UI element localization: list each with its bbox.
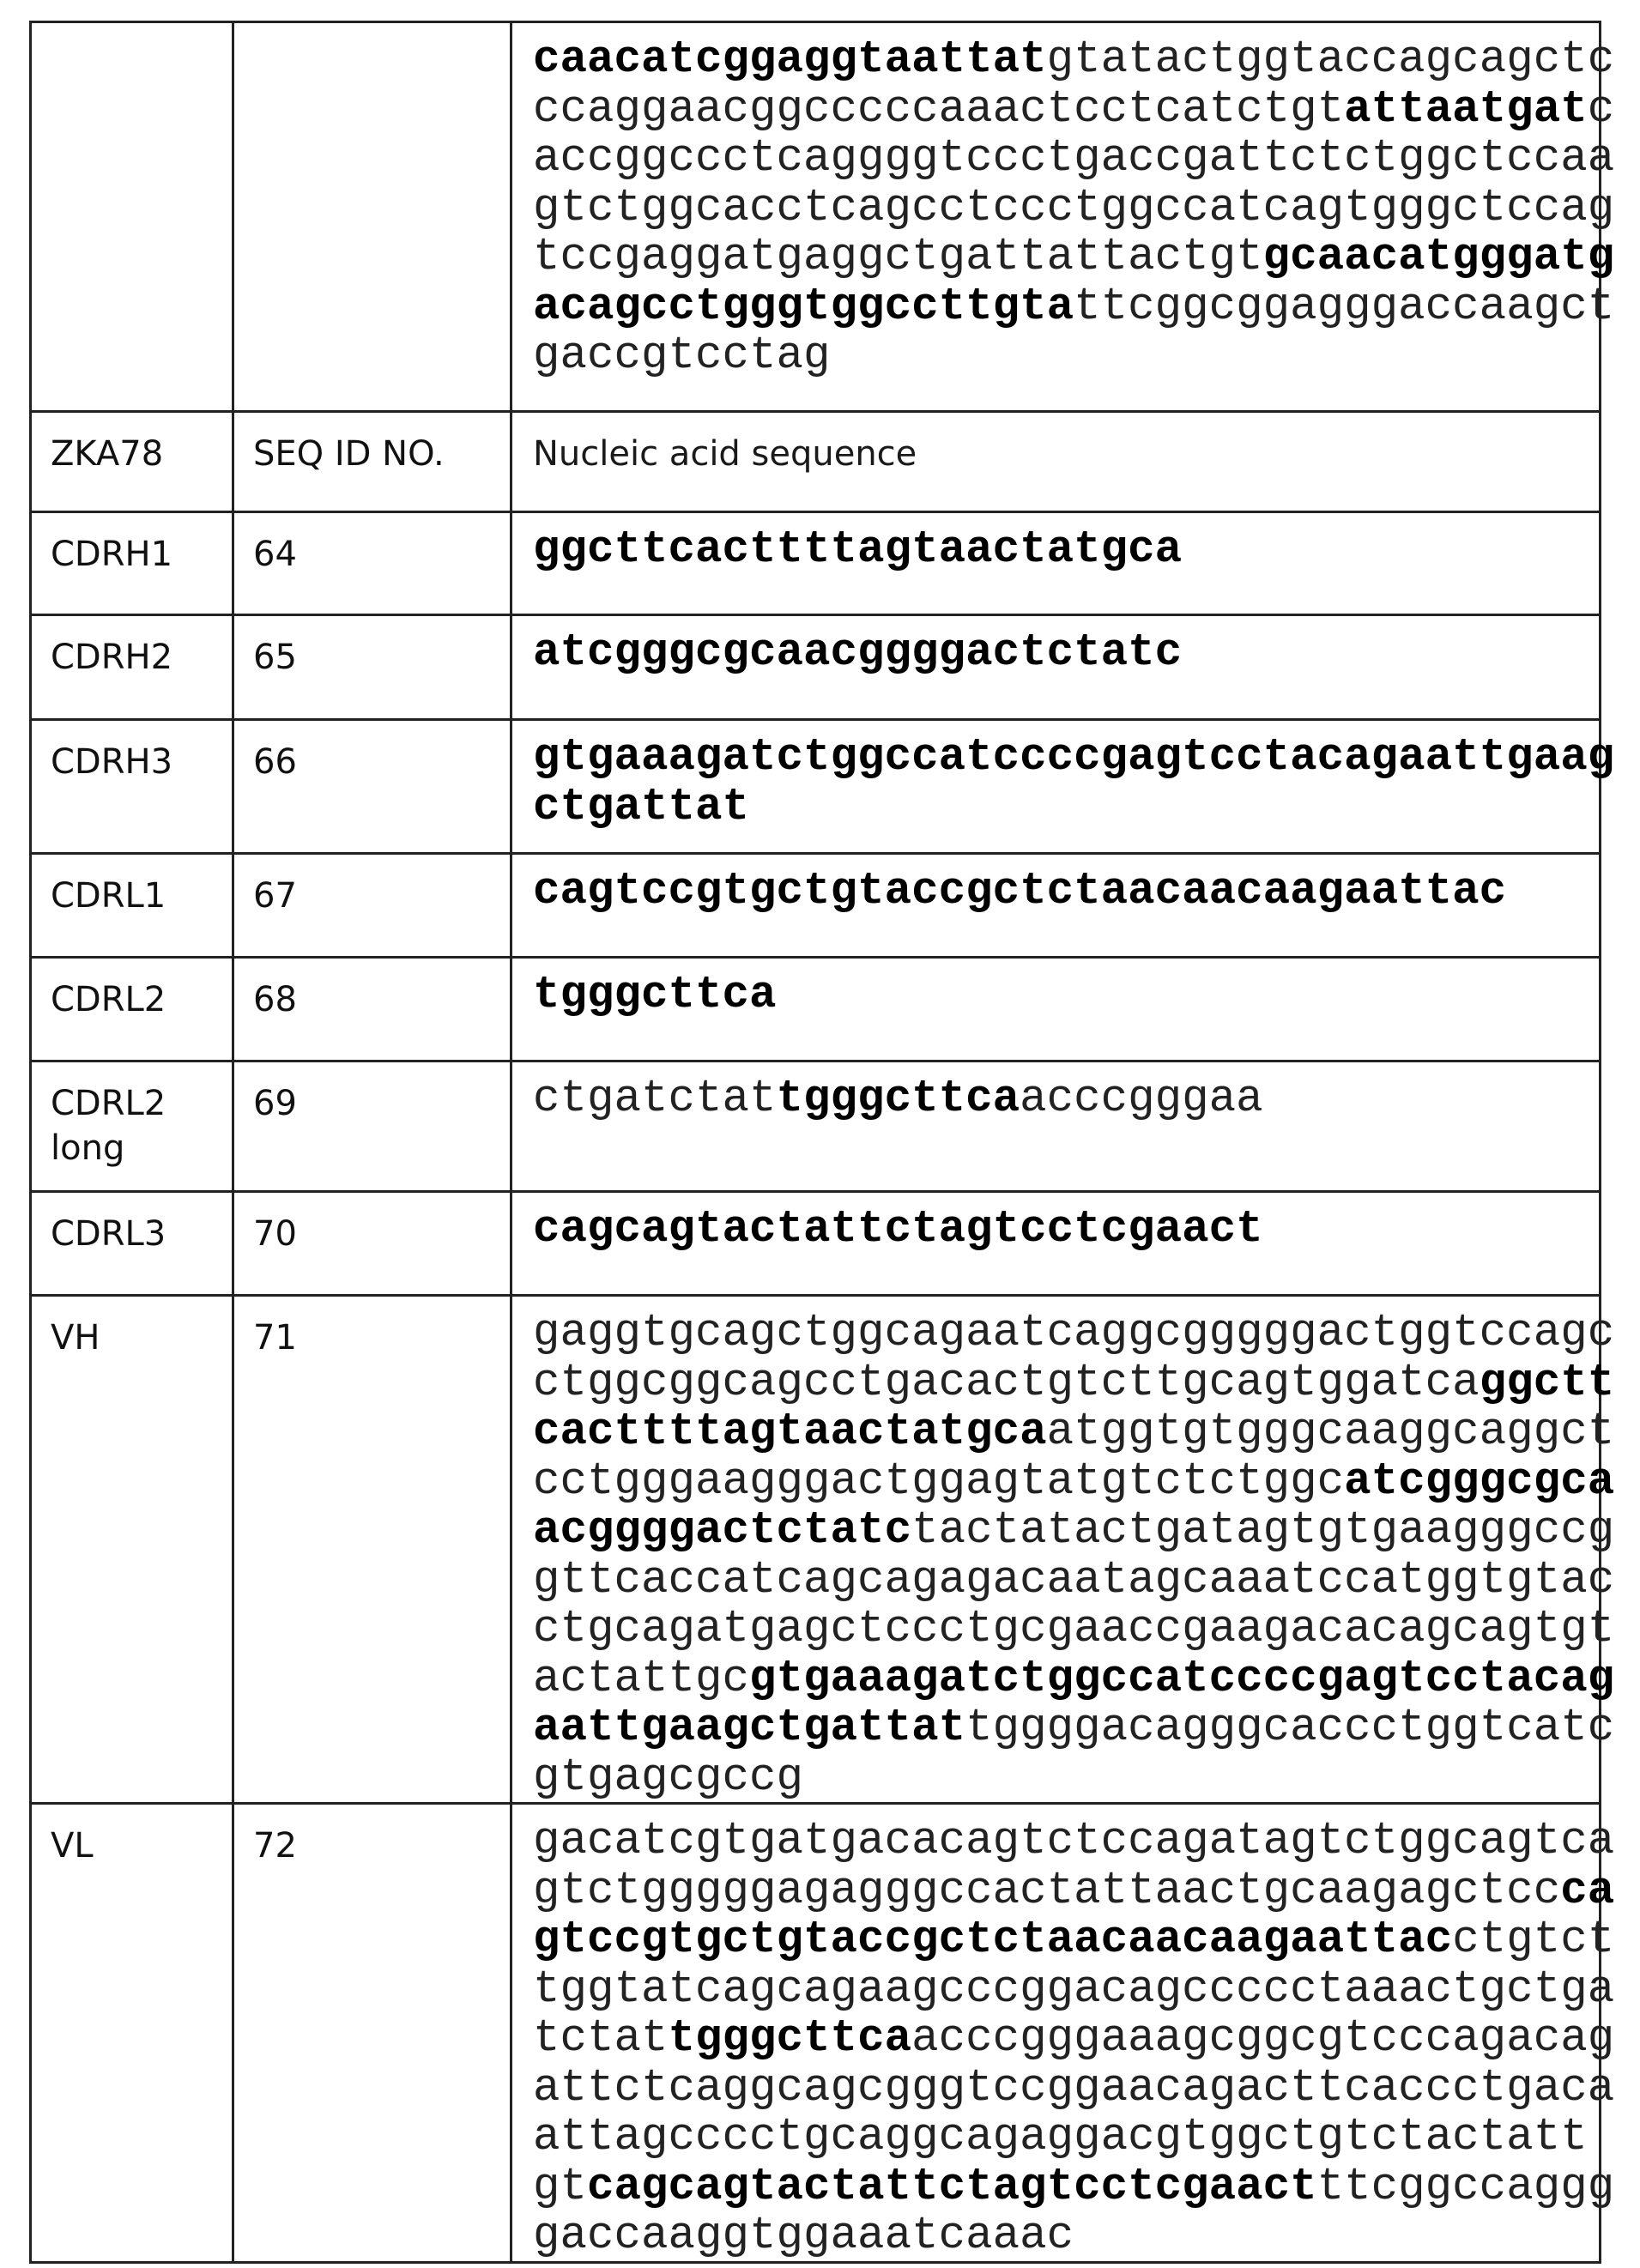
sequence-line xyxy=(533,1815,1615,1866)
sequence-cell xyxy=(511,958,1601,1061)
nucleic-acid-sequence xyxy=(512,721,1615,832)
table-row xyxy=(31,615,1601,720)
region-label: CDRH3 xyxy=(51,742,173,782)
sequence-line xyxy=(533,731,1615,783)
sequence-table xyxy=(29,21,1615,2264)
sequence-table-body xyxy=(31,22,1615,2263)
table-row xyxy=(31,720,1601,854)
framework-segment: atggtgtgggcaaggcaggct xyxy=(1046,1406,1615,1457)
sequence-line xyxy=(533,1864,1615,1916)
seq-id-cell xyxy=(233,1192,511,1296)
cdr-segment: acagcctgggtggccttgta xyxy=(533,280,1074,332)
cdr-segment: tgggcttca xyxy=(533,969,777,1020)
seq-id-cell xyxy=(233,1061,511,1192)
seq-id-cell xyxy=(233,854,511,958)
framework-segment: actattgc xyxy=(533,1652,750,1704)
framework-segment: acccgggaa xyxy=(1020,1073,1263,1124)
framework-segment: ctggcggcagcctgacactgtcttgcagtggatca xyxy=(533,1356,1480,1408)
framework-segment: gt xyxy=(533,2160,588,2212)
sequence-line xyxy=(533,82,1615,135)
sequence-line xyxy=(533,2211,1599,2261)
framework-segment: accggccctcaggggtccctgaccgattctctggctccaa xyxy=(533,132,1615,184)
cdr-segment: cagtccgtgctgtaccgctctaacaacaagaattac xyxy=(533,865,1507,916)
table-row xyxy=(31,1296,1601,1804)
region-label: CDRL1 xyxy=(51,876,166,916)
sequence-line xyxy=(533,181,1615,233)
cdr-segment: ggctt xyxy=(1479,1356,1615,1408)
nucleic-acid-sequence xyxy=(512,959,1599,1020)
cdr-segment: gcaacatgggatg xyxy=(1262,231,1615,282)
framework-segment: tactatactgatagtgtgaagggccg xyxy=(911,1504,1615,1556)
sequence-line xyxy=(533,1074,1599,1124)
header-cell-sequence xyxy=(511,412,1601,512)
sequence-cell xyxy=(511,615,1601,720)
nucleic-acid-sequence xyxy=(512,616,1599,678)
region-label-cell xyxy=(31,854,233,958)
nucleic-acid-sequence xyxy=(512,1193,1599,1255)
framework-segment: c xyxy=(1587,82,1615,135)
region-label-cell xyxy=(31,1804,233,2263)
cdr-segment: gtgaaagatctggccatccccgagtcctacagaattgaag xyxy=(533,731,1615,783)
nucleic-acid-sequence xyxy=(512,23,1615,381)
seq-id: 71 xyxy=(253,1318,297,1358)
nucleic-acid-sequence xyxy=(512,513,1599,575)
sequence-cell xyxy=(511,1804,1615,2263)
region-label-line: long xyxy=(51,1128,125,1168)
cdr-segment: ggcttcacttttagtaactatgca xyxy=(533,523,1183,575)
framework-segment: tctat xyxy=(533,2012,669,2064)
header-cell-seq-id xyxy=(233,412,511,512)
region-label-cell xyxy=(31,1192,233,1296)
cdr-segment: cagcagtactattctagtcctcgaact xyxy=(587,2160,1317,2212)
region-label: VH xyxy=(51,1318,100,1358)
continuation-label-cell xyxy=(31,22,233,412)
seq-id: 65 xyxy=(253,638,297,677)
cdr-segment: caacatcggaggtaattat xyxy=(533,33,1047,85)
nucleic-acid-sequence xyxy=(512,1805,1615,2261)
framework-segment: attagcccctgcaggcagaggacgtggctgtctactatt xyxy=(533,2111,1588,2162)
sequence-line xyxy=(533,331,1599,381)
table-row xyxy=(31,958,1601,1061)
sequence-line xyxy=(533,1455,1615,1507)
sequence-line xyxy=(533,2160,1615,2212)
cdr-segment: gtccgtgctgtaccgctctaacaacaagaattac xyxy=(533,1914,1453,1965)
region-label-cell xyxy=(31,958,233,1061)
sequence-line xyxy=(533,1553,1615,1606)
sequence-cell xyxy=(511,1192,1601,1296)
seq-id-cell xyxy=(233,1804,511,2263)
framework-segment: gaggtgcagctggcagaatcaggcgggggactggtccagc xyxy=(533,1307,1615,1358)
sequence-line xyxy=(533,1753,1599,1803)
framework-segment: tggtatcagcagaagcccggacagccccctaaactgctga xyxy=(533,1963,1615,2015)
sequence-cell xyxy=(511,1296,1615,1804)
framework-segment: gtgagcgccg xyxy=(533,1751,804,1803)
cdr-segment: cagcagtactattctagtcctcgaact xyxy=(533,1203,1263,1255)
sequence-line xyxy=(533,1504,1615,1556)
cdr-segment: cacttttagtaactatgca xyxy=(533,1406,1047,1457)
sequence-line xyxy=(533,231,1615,282)
cdr-segment: atcgggcgca xyxy=(1344,1455,1615,1507)
seq-id: 64 xyxy=(253,535,297,574)
seq-id: 70 xyxy=(253,1214,297,1254)
sequence-cell xyxy=(511,720,1615,854)
region-label: CDRH1 xyxy=(51,535,173,574)
sequence-line xyxy=(533,628,1599,678)
sequence-line xyxy=(533,780,1599,832)
framework-segment: ttcggccaggg xyxy=(1316,2160,1615,2212)
sequence-line xyxy=(533,280,1615,332)
header-row xyxy=(31,412,1601,512)
cdr-segment: ctgattat xyxy=(533,780,750,832)
table-row xyxy=(31,512,1601,615)
sequence-cell xyxy=(511,1061,1601,1192)
column-header-seq-id: SEQ ID NO. xyxy=(253,434,445,474)
table-row xyxy=(31,854,1601,958)
table-row xyxy=(31,1061,1601,1192)
framework-segment: ctgtct xyxy=(1452,1914,1615,1965)
continuation-row xyxy=(31,22,1601,412)
region-label-cell xyxy=(31,1296,233,1804)
cdr-segment: attaatgat xyxy=(1344,82,1588,135)
sequence-line xyxy=(533,2061,1615,2114)
nucleic-acid-sequence xyxy=(512,1297,1615,1803)
region-label-cell xyxy=(31,720,233,854)
sequence-line xyxy=(533,33,1615,85)
cdr-segment: ca xyxy=(1560,1864,1615,1916)
seq-id-cell xyxy=(233,1296,511,1804)
framework-segment: cctgggaagggactggagtatgtctctggc xyxy=(533,1455,1345,1507)
region-label xyxy=(32,1062,232,1170)
sequence-line xyxy=(533,1702,1615,1753)
region-label-cell xyxy=(31,1061,233,1192)
region-label: CDRL2 xyxy=(51,980,166,1019)
cdr-segment: gtgaaagatctggccatccccgagtcctacag xyxy=(749,1652,1615,1704)
sequence-line xyxy=(533,1603,1615,1654)
sequence-line xyxy=(533,1205,1599,1255)
continuation-sequence-cell xyxy=(511,22,1615,412)
sequence-line xyxy=(533,1963,1615,2015)
framework-segment: tggggacagggcaccctggtcatc xyxy=(965,1702,1615,1753)
framework-segment: acccgggaaagcggcgtcccagacag xyxy=(911,2012,1615,2064)
sequence-cell xyxy=(511,854,1601,958)
seq-id-cell xyxy=(233,958,511,1061)
seq-id-cell xyxy=(233,720,511,854)
seq-id xyxy=(234,23,510,42)
table-row xyxy=(31,1804,1601,2263)
cdr-segment: tgggcttca xyxy=(668,2012,912,2064)
region-label: CDRL3 xyxy=(51,1214,166,1254)
nucleic-acid-sequence xyxy=(512,855,1599,916)
cdr-segment: tgggcttca xyxy=(776,1073,1020,1124)
framework-segment: ctgcagatgagctccctgcgaaccgaagacacagcagtgt xyxy=(533,1603,1615,1654)
framework-segment: gttcaccatcagcagagacaatagcaaatccatggtgtac xyxy=(533,1553,1615,1606)
header-cell-antibody xyxy=(31,412,233,512)
framework-segment: gacatcgtgatgacacagtctccagatagtctggcagtca xyxy=(533,1815,1615,1866)
region-label: CDRH2 xyxy=(51,638,173,677)
framework-segment: gaccgtcctag xyxy=(533,330,831,381)
cdr-segment: acggggactctatc xyxy=(533,1504,912,1556)
framework-segment: gtctggcacctcagcctccctggccatcagtgggctccag xyxy=(533,181,1615,233)
seq-id: 69 xyxy=(253,1084,297,1123)
framework-segment: attctcaggcagcgggtccggaacagacttcaccctgaca xyxy=(533,2061,1615,2114)
cdr-segment: atcgggcgcaacggggactctatc xyxy=(533,626,1183,678)
seq-id: 67 xyxy=(253,876,297,916)
seq-id: 72 xyxy=(253,1826,297,1866)
sequence-cell xyxy=(511,512,1601,615)
sequence-line xyxy=(533,1914,1615,1965)
sequence-line xyxy=(533,1307,1615,1358)
region-label-line: CDRL2 xyxy=(51,1084,166,1123)
sequence-line xyxy=(533,1356,1615,1408)
region-label-cell xyxy=(31,512,233,615)
framework-segment: ctgatctat xyxy=(533,1073,777,1124)
seq-id: 66 xyxy=(253,742,297,782)
sequence-line xyxy=(533,1652,1615,1704)
framework-segment: gtctgggggagagggccactattaactgcaagagctcc xyxy=(533,1864,1561,1916)
seq-id: 68 xyxy=(253,980,297,1019)
table-row xyxy=(31,1192,1601,1296)
framework-segment: gaccaaggtggaaatcaaac xyxy=(533,2210,1074,2261)
sequence-line xyxy=(533,2012,1615,2064)
region-label: VL xyxy=(51,1826,94,1866)
continuation-seqid-cell xyxy=(233,22,511,412)
column-header-sequence: Nucleic acid sequence xyxy=(533,434,917,474)
sequence-line xyxy=(533,971,1599,1020)
row-label xyxy=(32,23,232,42)
seq-id-cell xyxy=(233,512,511,615)
sequence-line xyxy=(533,867,1599,916)
sequence-line xyxy=(533,2113,1599,2162)
framework-segment: gtatactggtaccagcagctc xyxy=(1046,33,1615,85)
framework-segment: ccaggaacggcccccaaactcctcatctgt xyxy=(533,82,1345,135)
cdr-segment: aattgaagctgattat xyxy=(533,1702,966,1753)
framework-segment: tccgaggatgaggctgattattactgt xyxy=(533,231,1263,282)
region-label-cell xyxy=(31,615,233,720)
nucleic-acid-sequence xyxy=(512,1062,1599,1124)
framework-segment: ttcggcggagggaccaagct xyxy=(1074,280,1615,332)
sequence-line xyxy=(533,525,1599,575)
seq-id-cell xyxy=(233,615,511,720)
sequence-line xyxy=(533,1406,1615,1457)
column-header-antibody: ZKA78 xyxy=(51,434,164,474)
sequence-line xyxy=(533,132,1615,184)
